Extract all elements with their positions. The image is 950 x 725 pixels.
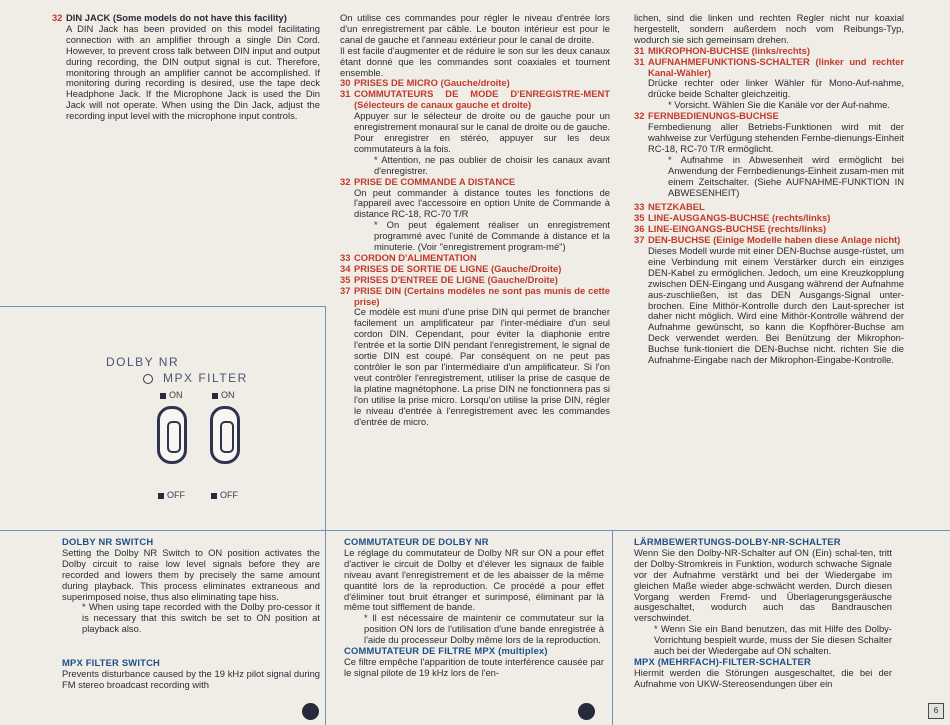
marker-icon [160, 393, 166, 399]
item-note: * Aufnahme in Abwesenheit wird ermöglicht bei Anwendung der Fernbedienungs-Einheit zusam-men mit einem Zeitschalter. (Siehe AUFNAHME-FUNKTION IN ABWESENHEIT) [668, 153, 904, 198]
commutateur-mpx-heading: COMMUTATEUR DE FILTRE MPX (multiplex) [344, 645, 548, 657]
commutateur-mpx-body: Ce filtre empêche l'apparition de toute interférence causée par le signal pilote de 19 kHz lors de l'en- [344, 655, 604, 678]
off-text: OFF [167, 490, 185, 500]
led-indicator-icon [143, 374, 153, 384]
item-number: 37 [340, 284, 351, 296]
mpx-schalter-body: Hiermit werden die Störungen ausgeschaltet, die bei der Aufnahme von UKW-Stereosendungen über ein [634, 666, 892, 689]
page-number: 6 [928, 703, 944, 719]
commutateur-dolby-body: Le réglage du commutateur de Dolby NR sur ON a pour effet d'activer le circuit de Dolby et d'élever les signaux de faible niveau avant l'enregistrement et de les abaisser de la même quantité lors de la reproduction. Ce procédé a pour effet d'éliminer tout bruit étranger et surimposé, éliminant par là même tout sifflement de bande. [344, 546, 604, 613]
column-divider-left [325, 530, 326, 725]
switch-slot [167, 421, 181, 453]
item-body: Drücke rechter oder linker Wähler für Mono-Auf-nahme, drücke beide Schalter gleichzeitig. [648, 77, 904, 100]
dolby-nr-switch[interactable] [157, 406, 187, 464]
item-number: 32 [634, 110, 645, 122]
mpx-filter-switch[interactable] [210, 406, 240, 464]
dolby-off-label [158, 490, 185, 500]
item-number: 33 [634, 201, 645, 213]
dolby-schalter-note: * Wenn Sie ein Band benutzen, das mit Hilfe des Dolby-Vorrichtung bespielt wurde, muss der Sie diesen Schalter auch bei der Wiedergabe auf ON schalten. [654, 623, 892, 657]
dolby-schalter-body: Wenn Sie den Dolby-NR-Schalter auf ON (Ein) schal-ten, tritt der Dolby-Stromkreis in Funktion, wodurch schwache Signale vor der Aufnahme verstärkt und bei der Wiedergabe im gleichen Maße wieder abge-schwächt werden. Durch diesen Vorgang werden Fremd- und Überlagerungsgeräusche ausgeschaltet, wodurch auch das Bandrauschen verschwindet. [634, 546, 892, 624]
panel-top-rule [0, 306, 325, 307]
on-text: ON [169, 390, 183, 400]
item-number: 35 [340, 273, 351, 285]
item-body: Dieses Modell wurde mit einer DEN-Buchse ausge-rüstet, um eine Verbindung mit einem Verstärker durch ein einziges DEN-Kabel zu ermöglichen. Jedoch, um eine Kreuzkopplung zwischen DEN-Eingang und Ausgang während der Aufnahme aus-zuschließen, ist das DEN Ausgangs-Signal unter-brochen. Eine Mithör-Kontrolle durch den Laut-sprecher ist daher nicht möglich. Wird eine Mithör-Kontrolle während der Aufnahme gewünscht, so kann die Kopfhörer-Buchse am Deck verwendet werden. Bei Benützung der Mikrophon-Buchse funk-tioniert die DEN-Buchse nicht. richten Sie die Aufnahme-Eingabe nach der Mikrophon-Eingabe-Kontrolle. [648, 245, 904, 366]
item-number: 30 [340, 77, 351, 89]
item-heading: AUFNAHMEFUNKTIONS-SCHALTER (linker und rechter Kanal-Wähler) [648, 55, 904, 78]
marker-icon [158, 493, 164, 499]
commutateur-dolby-heading: COMMUTATEUR DE DOLBY NR [344, 536, 489, 547]
right-item-32 [634, 111, 904, 198]
item-number: 32 [52, 12, 63, 23]
din-jack-heading: DIN JACK [66, 12, 111, 23]
dolby-nr-switch-body: Setting the Dolby NR Switch to ON position activates the Dolby circuit to raise low level signals before they are recorded and lowers them by precisely the same amount during playback. This process eliminates extraneous and superimposed noise, thus also eliminating tape hiss. [62, 546, 320, 602]
mpx-on-label [212, 390, 235, 400]
item-body: Ce modèle est muni d'une prise DIN qui permet de brancher facilement un amplificateur par l'inter-médiaire d'un seul cordon DIN. Cependant, pour éviter la diaphonie entre l'entrée et la sortie DIN pendant l'enregistrement, le signal de sortie DIN est coupé. Par conséquent on ne peut pas contrôler le son par l'intermédiaire d'un amplificateur. Si l'on veut contrôler l'enregistrement, utiliser la prise de casque de la platine magnétophone. La prise DIN ne fonctionnera pas si l'on utilise la prise micro. Lorsqu'on utilise la prise DIN, régler le niveau d'entrée à l'enregistrement avec les commandes d'entrée de micro. [354, 306, 610, 427]
item-heading: PRISES DE SORTIE DE LIGNE (Gauche/Droite) [354, 262, 562, 274]
item-number: 34 [340, 262, 351, 274]
mpx-off-label [211, 490, 238, 500]
middle-top-column [340, 13, 610, 427]
item-number: 31 [634, 55, 645, 67]
panel-bottom-rule [0, 530, 950, 531]
bottom-right-column [634, 537, 892, 690]
mpx-filter-switch-heading: MPX FILTER SWITCH [62, 657, 161, 669]
binding-hole-icon [302, 703, 319, 720]
switch-slot [220, 421, 234, 453]
dolby-schalter-heading: LÄRMBEWERTUNGS-DOLBY-NR-SCHALTER [634, 536, 841, 547]
item-number: 35 [634, 212, 645, 224]
mid-item-32 [340, 177, 610, 253]
item-number: 32 [340, 175, 351, 187]
marker-icon [212, 393, 218, 399]
dolby-nr-label: DOLBY NR [106, 355, 180, 369]
item-heading: COMMUTATEURS DE MODE D'ENREGISTRE-MENT (Sélecteurs de canaux gauche et droite) [354, 88, 610, 111]
left-top-column [52, 13, 320, 122]
commutateur-dolby-note: * Il est nécessaire de maintenir ce commutateur sur la position ON lors de l'utilisation d'une bande enregistrée à l'aide du processeur Dolby même lors de la reproduction. [364, 612, 604, 646]
item-heading: MIKROPHON-BUCHSE (links/rechts) [648, 44, 810, 56]
bottom-left-column [62, 537, 320, 691]
mpx-filter-text: MPX FILTER [163, 371, 248, 385]
din-jack-body: A DIN Jack has been provided on this model facilitating connection with an amplifier through a single Din Cord. However, to prevent cross talk between DIN input and output during recording, the DIN output signal is cut. Therefore, monitoring through an amplifier cannot be accomplished. If monitoring during recording is desired, use the tape deck Headphone Jack. If the Microphone Jack is used the Din Jack will not operate. When using the Din Jack, adjust the recording input level with the microphone input controls. [66, 22, 320, 122]
item-heading: NETZKABEL [648, 201, 705, 213]
marker-icon [211, 493, 217, 499]
right-item-37 [634, 235, 904, 366]
mpx-filter-label [143, 371, 248, 385]
item-heading: PRISES DE MICRO (Gauche/droite) [354, 77, 510, 89]
item-heading: CORDON D'ALIMENTATION [354, 251, 477, 263]
item-number: 31 [634, 44, 645, 56]
column-divider-right [612, 530, 613, 725]
right-item-31b [634, 57, 904, 112]
item-heading: DEN-BUCHSE (Einige Modelle haben diese Anlage nicht) [648, 234, 901, 246]
item-number: 31 [340, 88, 351, 100]
din-jack-entry [52, 13, 320, 122]
item-note: * Vorsicht. Wählen Sie die Kanäle vor der Auf-nahme. [668, 99, 890, 111]
dolby-on-label [160, 390, 183, 400]
item-note: * On peut également réaliser un enregistrement programmé avec l'unité de Commande à distance et la minuterie. (Voir "enregistrement program-mé") [374, 219, 610, 253]
mpx-filter-switch-body: Prevents disturbance caused by the 19 kHz pilot signal during FM stereo broadcast recording with [62, 668, 320, 690]
mid-item-37 [340, 286, 610, 428]
intro-paragraph: lichen, sind die linken und rechten Regler nicht nur koaxial hergestellt, sondern außerdem noch vom Reibungs-Typ, wodurch sie sich gemeinsam drehen. [634, 12, 904, 45]
panel-right-rule [325, 306, 326, 530]
mid-item-31 [340, 89, 610, 176]
din-jack-heading-note: (Some models do not have this facility) [112, 12, 287, 23]
bottom-middle-column [344, 537, 604, 679]
binding-hole-icon [578, 703, 595, 720]
dolby-nr-switch-heading: DOLBY NR SWITCH [62, 536, 154, 547]
item-number: 33 [340, 251, 351, 263]
dolby-nr-switch-note: * When using tape recorded with the Dolby pro-cessor it is necessary that this switch be set to ON position at playback also. [82, 601, 320, 635]
item-heading: LINE-AUSGANGS-BUCHSE (rechts/links) [648, 212, 831, 224]
item-number: 36 [634, 223, 645, 235]
right-top-column [634, 13, 904, 366]
item-heading: PRISES D'ENTREE DE LIGNE (Gauche/Droite) [354, 273, 558, 285]
mpx-schalter-heading: MPX (MEHRFACH)-FILTER-SCHALTER [634, 655, 811, 667]
off-text: OFF [220, 490, 238, 500]
intro-paragraph: On utilise ces commandes pour régler le niveau d'entrée lors d'un enregistrement par câble. Le bouton intérieur est pour le canal de gauche et l'anneau extérieur pour le canal de droite. [340, 12, 610, 45]
on-text: ON [221, 390, 235, 400]
item-heading: PRISE DE COMMANDE A DISTANCE [354, 175, 516, 187]
item-body: On peut commander à distance toutes les fonctions de l'appareil avec l'accessoire en option Unite de Commande à distance RC-18, RC-70 T/R [354, 186, 610, 220]
item-heading: LINE-EINGANGS-BUCHSE (rechts/links) [648, 223, 827, 235]
item-number: 37 [634, 234, 645, 246]
item-heading: FERNBEDIENUNGS-BUCHSE [648, 110, 779, 122]
intro-paragraph-2: Il est facile d'augmenter et de réduire le son sur les deux canaux étant donné que les commandes sont coaxiales et tournent ensemble. [340, 44, 610, 78]
item-body: Fernbedienung aller Betriebs-Funktionen wird mit der wahlweise zur Verfügung stehenden Fernbe-dienungs-Einheit RC-18, RC-70 T/R ermöglicht. [648, 121, 904, 154]
item-body: Appuyer sur le sélecteur de droite ou de gauche pour un enregistrement monaural sur le canal de droite ou de gauche. Pour enregistrer en stéréo, appuyer sur les deux commutateurs à la fois. [354, 110, 610, 154]
item-heading: PRISE DIN (Certains modèles ne sont pas munis de cette prise) [354, 284, 610, 307]
item-note: * Attention, ne pas oublier de choisir les canaux avant d'enregistrer. [374, 153, 610, 176]
